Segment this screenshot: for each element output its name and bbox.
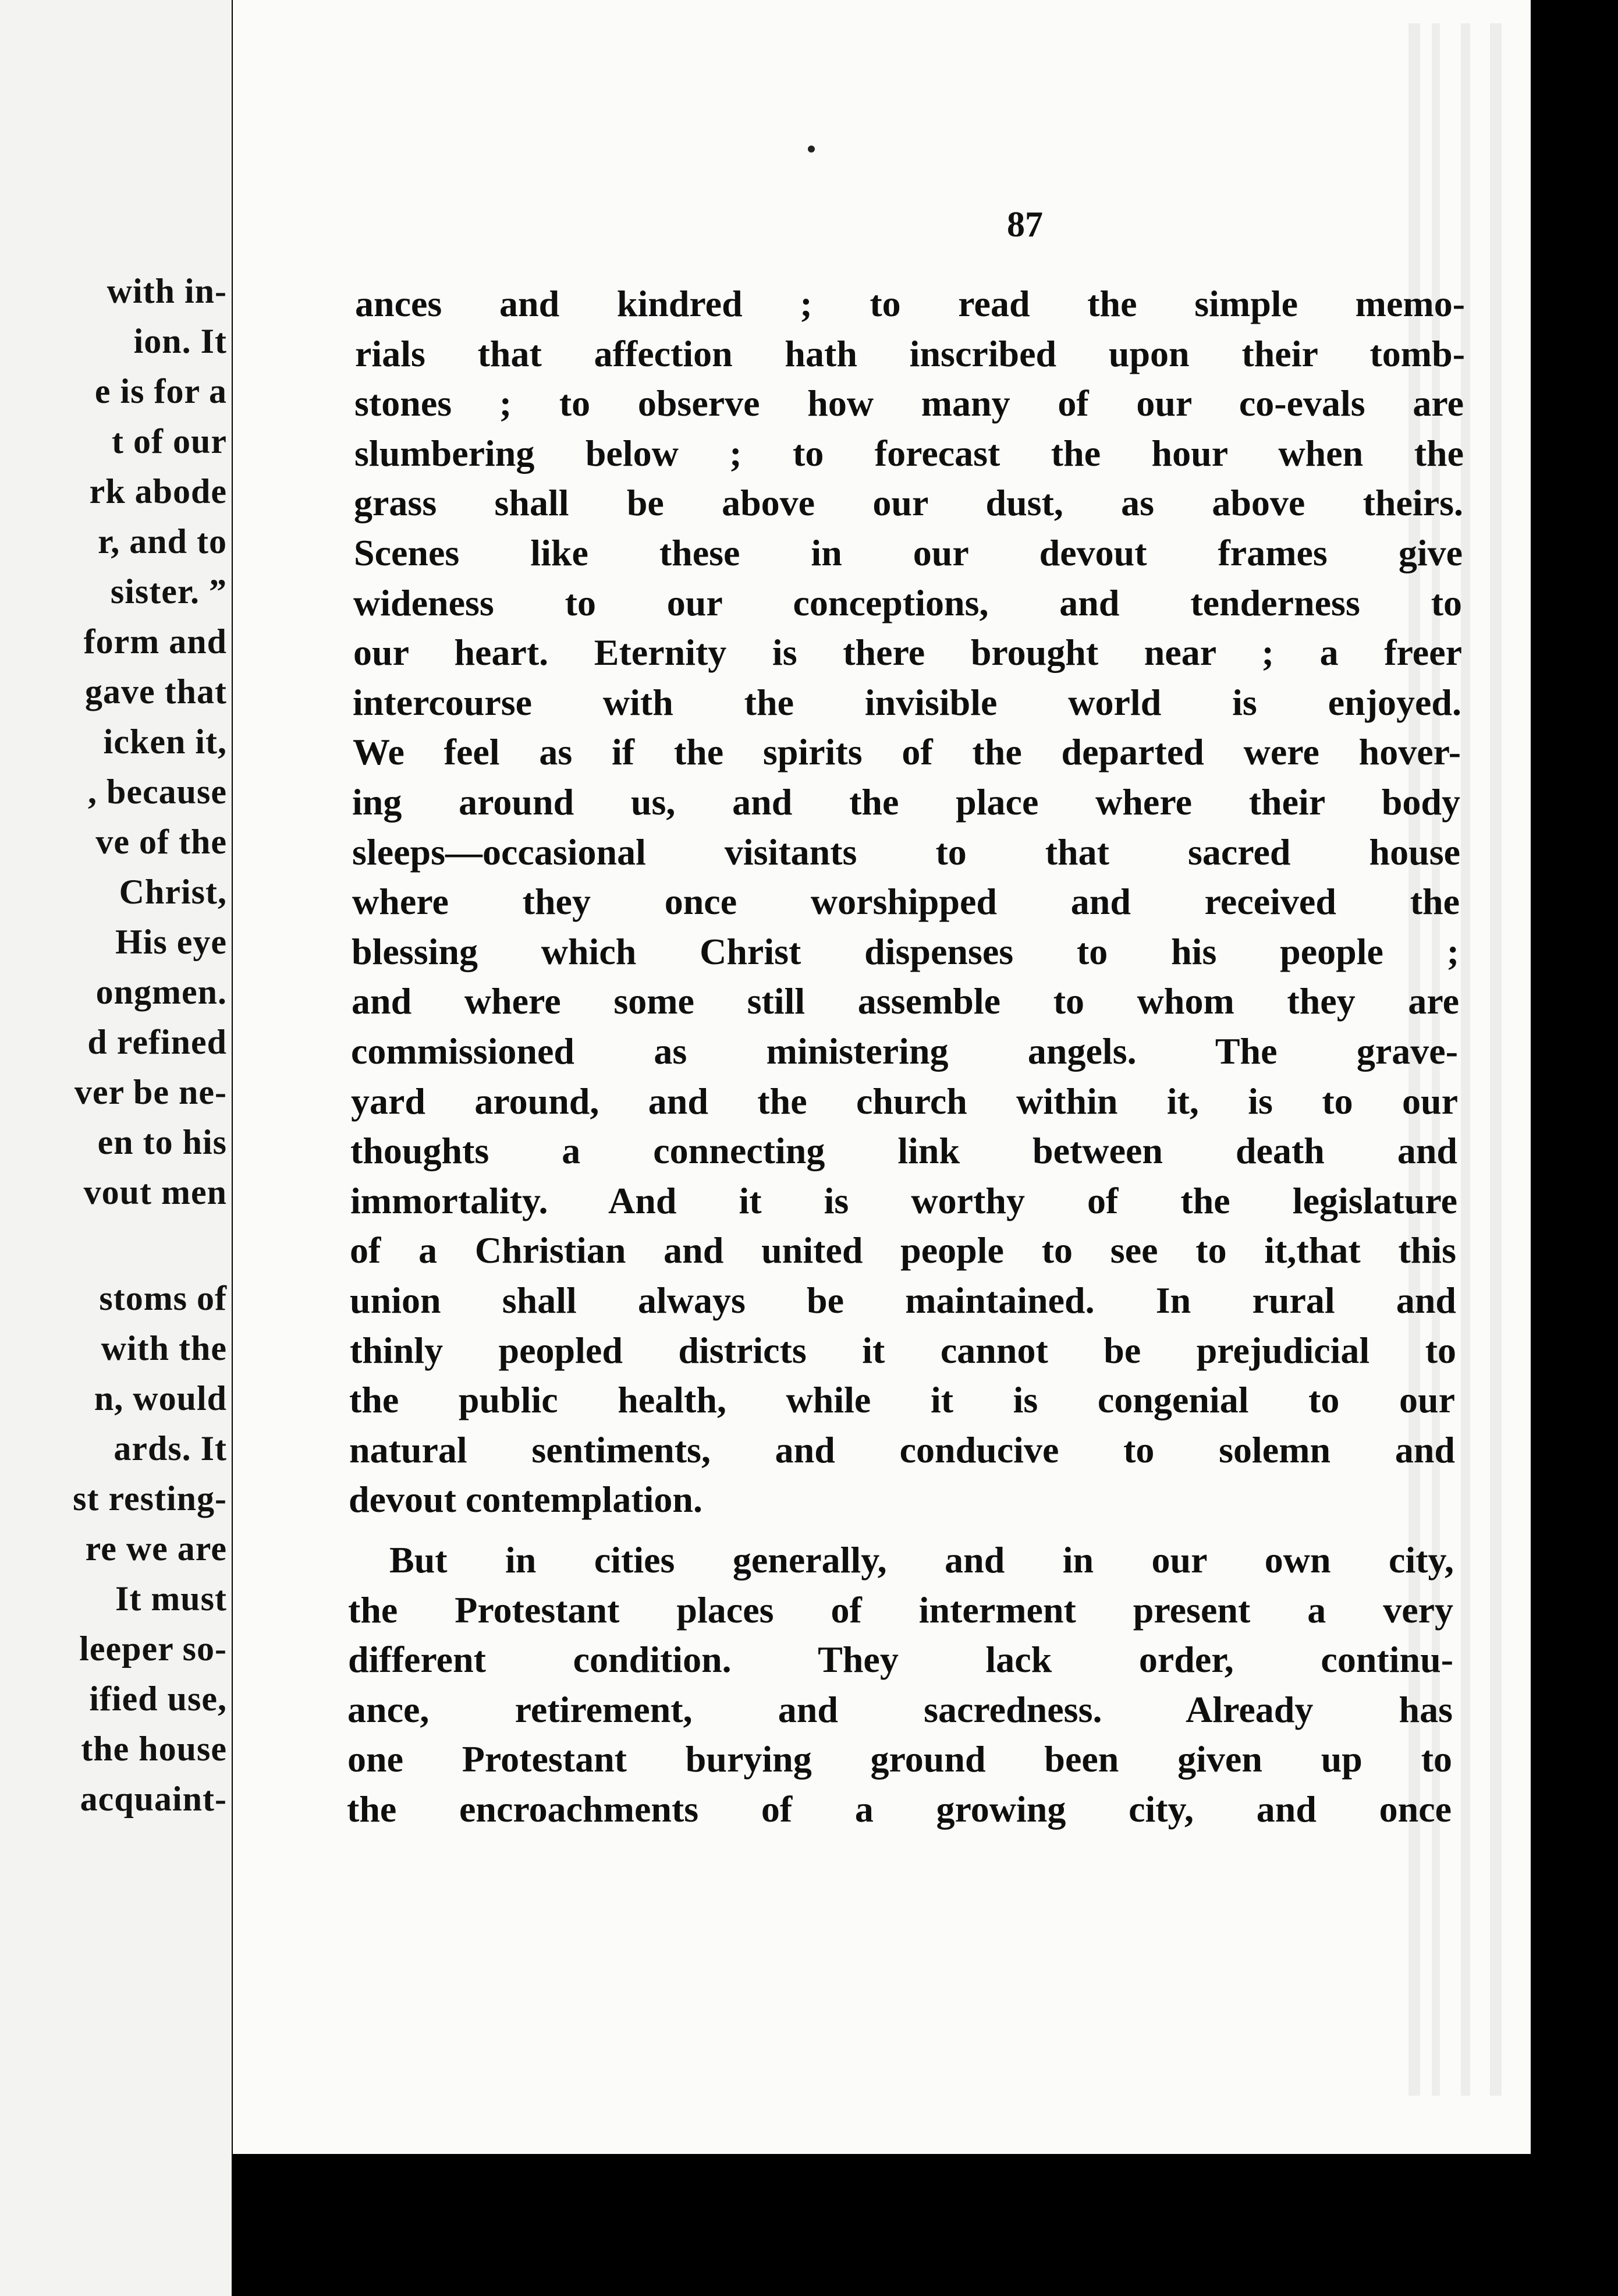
left-page-line: icken it, — [103, 722, 227, 761]
text-line: wideness to our conceptions, and tenderness to — [353, 582, 1462, 623]
text-line: of a Christian and united people to see to it,that this — [350, 1230, 1456, 1271]
left-page-line: n, would — [94, 1379, 227, 1418]
text-line: ances and kindred ; to read the simple memo- — [355, 283, 1465, 324]
text-line: grass shall be above our dust, as above theirs. — [354, 482, 1463, 524]
left-page-line: en to his — [97, 1123, 227, 1161]
left-page-line: with the — [101, 1329, 227, 1367]
left-page-line: ongmen. — [95, 973, 227, 1011]
text-line: rials that affection hath inscribed upon their tomb- — [355, 332, 1465, 374]
text-line: the public health, while it is congenial to our — [349, 1379, 1455, 1421]
text-line: sleeps—occasional visitants to that sacred house — [352, 831, 1460, 873]
left-page-line: r, and to — [98, 522, 227, 561]
text-line: where they once worshipped and received the — [352, 881, 1460, 923]
text-line: the Protestant places of interment present a very — [348, 1589, 1453, 1631]
left-page-line: re we are — [85, 1529, 227, 1568]
left-page-line: , because — [88, 773, 227, 811]
left-page-line: leeper so- — [79, 1629, 227, 1668]
left-page-line: ion. It — [133, 322, 227, 360]
left-page-line: Christ, — [119, 873, 227, 911]
text-line: different condition. They lack order, continu- — [348, 1639, 1453, 1681]
left-page-line: ards. It — [113, 1429, 227, 1468]
left-page-line: It must — [115, 1579, 227, 1618]
left-page-line: sister. ” — [110, 572, 227, 611]
left-page-line: e is for a — [94, 372, 227, 410]
ink-mark — [808, 146, 815, 153]
left-page-line: with in- — [107, 272, 227, 310]
right-page — [233, 0, 1531, 2154]
left-page-line: ver be ne- — [74, 1073, 227, 1111]
text-line: thoughts a connecting link between death and — [350, 1130, 1457, 1172]
left-page-line: ified use, — [89, 1680, 227, 1718]
left-page-line: acquaint- — [80, 1780, 227, 1818]
left-page — [0, 0, 232, 2296]
text-line: immortality. And it is worthy of the legislature — [350, 1179, 1457, 1221]
left-page-line: d refined — [87, 1023, 227, 1061]
text-line: stones ; to observe how many of our co-evals are — [354, 382, 1464, 424]
left-page-line: stoms of — [99, 1279, 227, 1317]
text-line: blessing which Christ dispenses to his people ; — [352, 930, 1459, 972]
text-line: thinly peopled districts it cannot be prejudicial to — [350, 1329, 1456, 1371]
left-page-line: vout men — [83, 1173, 227, 1211]
text-line: We feel as if the spirits of the departed were hover- — [353, 731, 1461, 773]
text-line: and where some still assemble to whom they are — [352, 980, 1459, 1022]
text-line: ance, retirement, and sacredness. Already has — [347, 1688, 1453, 1730]
text-line: yard around, and the church within it, is to our — [351, 1080, 1458, 1122]
text-line: Scenes like these in our devout frames give — [354, 532, 1463, 573]
left-page-line: rk abode — [89, 472, 227, 511]
text-line: But in cities generally, and in our own city, — [389, 1539, 1454, 1581]
text-line: our heart. Eternity is there brought near ; a freer — [353, 632, 1462, 674]
left-page-line: gave that — [85, 672, 227, 711]
left-page-line: His eye — [115, 923, 227, 961]
left-page-line: ve of the — [95, 823, 227, 861]
left-page-line: the house — [81, 1730, 227, 1768]
left-page-line: st resting- — [73, 1479, 227, 1518]
text-line: one Protestant burying ground been given up to — [347, 1738, 1452, 1780]
text-line: natural sentiments, and conducive to solemn and — [349, 1429, 1455, 1471]
text-line: commissioned as ministering angels. The grave- — [351, 1030, 1458, 1072]
left-page-line: t of our — [112, 422, 227, 460]
text-line: intercourse with the invisible world is enjoyed. — [353, 681, 1461, 723]
page-edge — [1490, 23, 1502, 2096]
text-line: the encroachments of a growing city, and once — [347, 1788, 1452, 1830]
text-line: ing around us, and the place where their body — [352, 781, 1460, 823]
text-line: devout contemplation. — [349, 1479, 702, 1521]
page-number: 87 — [1007, 205, 1043, 245]
text-line: slumbering below ; to forecast the hour when the — [354, 432, 1464, 474]
left-page-line: form and — [83, 622, 227, 661]
text-line: union shall always be maintained. In rural and — [350, 1280, 1456, 1321]
